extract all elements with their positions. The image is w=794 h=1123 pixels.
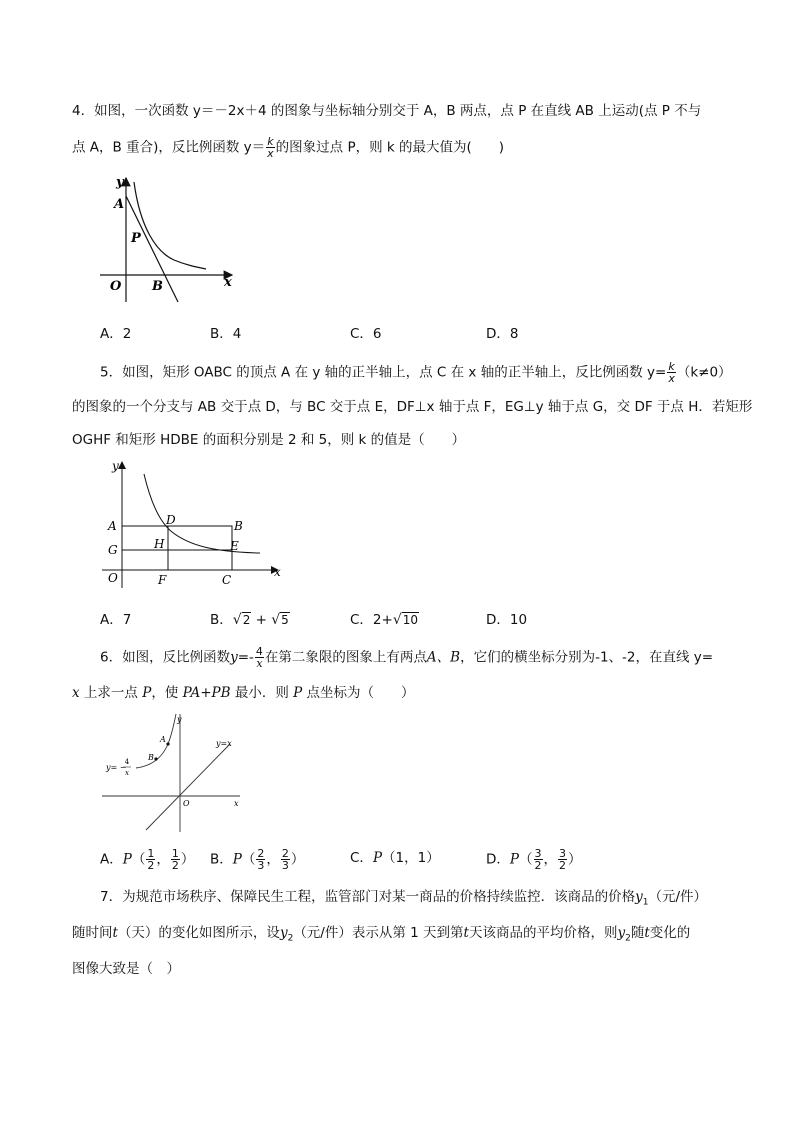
q4-hyperbola	[134, 182, 206, 269]
q6-line-yx	[146, 744, 230, 830]
q5-label-g: G	[108, 543, 118, 557]
q6-fraction: $\frac{4}{x}$	[255, 645, 263, 670]
q6-option-d[interactable]: D．P（ $\frac{3}{2}$ ， $\frac{3}{2}$ ）	[486, 847, 582, 872]
q6-point-b	[154, 757, 157, 760]
q6-option-a[interactable]: A．P（ $\frac{1}{2}$ ， $\frac{1}{2}$ ）	[100, 847, 195, 872]
q6-point-a	[166, 742, 169, 745]
q6-option-b[interactable]: B．P（ $\frac{2}{3}$ ， $\frac{2}{3}$ ）	[210, 847, 305, 872]
q6-line-2: x 上求一点 P，使 PA+PB 最小．则 P 点坐标为（ ）	[72, 685, 415, 701]
q5-line-3: OGHF 和矩形 HDBE 的面积分别是 2 和 5，则 k 的值是（ ）	[72, 432, 466, 448]
q6-figure	[100, 710, 250, 834]
q7-line-1: 7．为规范市场秩序、保障民生工程，监管部门对某一商品的价格持续监控．该商品的价格$y_1$（元/件）	[100, 889, 708, 908]
q4-option-c[interactable]: C．6	[350, 326, 382, 342]
q4-line-2: 点 A，B 重合)，反比例函数 y＝ $\frac{k}{x}$ 的图象过点 P，则 k 的最大值为( )	[72, 135, 505, 160]
q5-line-2: 的图象的一个分支与 AB 交于点 D，与 BC 交于点 E，DF⊥x 轴于点 F，EG⊥y 轴于点 G，交 DF 于点 H．若矩形	[72, 399, 753, 415]
q5-label-a: A	[108, 519, 117, 533]
q6-label-yeqx: y=x	[216, 739, 232, 748]
q4-option-d[interactable]: D．8	[486, 326, 519, 342]
q5-option-c[interactable]: C．2+ √ 10	[350, 612, 419, 628]
q5-line-1: 5．如图，矩形 OABC 的顶点 A 在 y 轴的正半轴上，点 C 在 x 轴的正半轴上，反比例函数 y= $\frac{k}{x}$ （k≠0）	[100, 360, 732, 385]
q6-label-x: x	[234, 799, 239, 808]
q6-label-b: B	[148, 753, 154, 762]
q4-label-x: x	[224, 275, 232, 290]
q4-option-b[interactable]: B．4	[210, 326, 242, 342]
q4-label-y: y	[116, 175, 124, 190]
q4-label-b: B	[152, 279, 163, 294]
q4-fraction: $\frac{k}{x}$	[267, 135, 274, 160]
q6-curve-den: x	[125, 769, 129, 777]
q4-label-a: A	[114, 197, 125, 212]
q5-label-c: C	[222, 573, 232, 587]
q4-label-o: O	[110, 279, 122, 294]
q6-curve-lhs: y= −	[106, 763, 127, 772]
q4-figure	[96, 172, 246, 307]
q5-label-f: F	[158, 573, 167, 587]
q5-rect-oabc	[122, 526, 232, 570]
q5-label-o: O	[108, 571, 118, 585]
q5-option-a[interactable]: A．7	[100, 612, 132, 628]
q5-label-h: H	[154, 537, 165, 551]
q6-label-o: O	[183, 799, 190, 808]
q6-option-c[interactable]: C．P（1，1）	[350, 850, 440, 866]
q5-label-d: D	[166, 513, 176, 527]
q4-option-a[interactable]: A．2	[100, 326, 132, 342]
q5-figure	[100, 458, 285, 590]
q4-line-1: 4．如图，一次函数 y＝－2x＋4 的图象与坐标轴分别交于 A，B 两点，点 P 在直线 AB 上运动(点 P 不与	[72, 103, 702, 119]
q6-line-1: 6．如图，反比例函数y=- $\frac{4}{x}$ 在第二象限的图象上有两点A、B，它们的横坐标分别为-1、-2，在直线 y=	[100, 645, 714, 670]
q5-option-b[interactable]: B． √ 2 + √ 5	[210, 612, 289, 628]
q5-label-y: y	[112, 459, 119, 473]
q5-label-x: x	[274, 565, 281, 579]
q6-curve-num: 4	[124, 758, 130, 766]
q5-fraction: $\frac{k}{x}$	[668, 360, 675, 385]
q5-label-e: E	[230, 539, 239, 553]
q7-line-3: 图像大致是（ ）	[72, 961, 180, 977]
q6-label-y: y	[177, 715, 182, 724]
q7-line-2: 随时间t（天）的变化如图所示，设$y_2$（元/件）表示从第 1 天到第t天该商品的平均价格，则$y_2$随t变化的	[72, 925, 691, 944]
q6-label-a: A	[160, 735, 166, 744]
q4-label-p: P	[131, 231, 141, 246]
q5-option-d[interactable]: D．10	[486, 612, 528, 628]
q5-label-b: B	[234, 519, 243, 533]
